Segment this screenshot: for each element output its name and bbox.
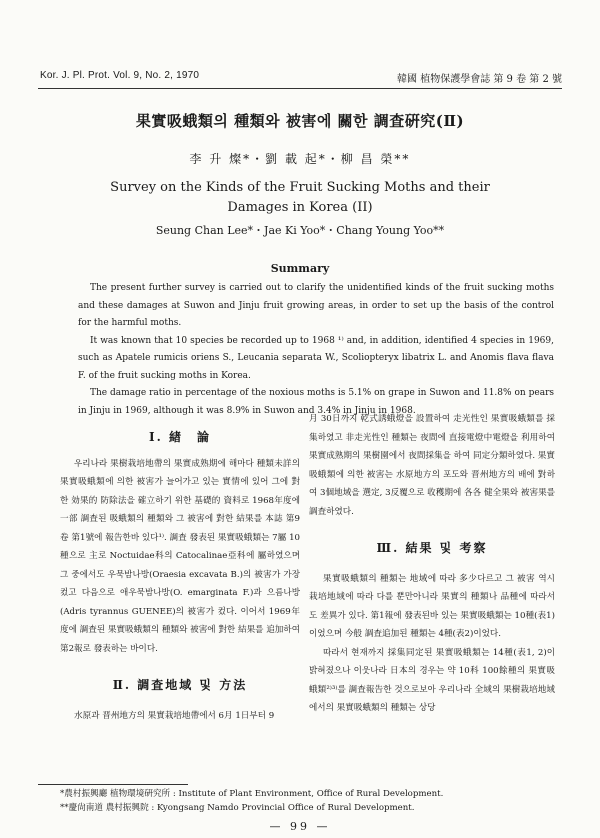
footnote-rule xyxy=(38,784,188,785)
body-paragraph: 月 30日까지 乾式誘蛾燈을 設置하여 走光性인 果實吸蛾類를 採集하였고 非走光性인 種類는 夜間에 直接電燈中電燈을 利用하여 果實成熟期의 果樹園에서 夜間採集을 하여 同定分類하였다. 果實吸蛾類에 의한 被害는 水原地方의 포도와 晋州地方의 배에 對하여 3個地域을 選定, 3反覆으로 收穫期에 各各 健全果와 被害果를 調査하였다. xyxy=(309,414,555,517)
section-heading-results: Ⅲ. 結果 및 考察 xyxy=(376,541,488,555)
journal-citation-en: Kor. J. Pl. Prot. Vol. 9, No. 2, 1970 xyxy=(40,70,200,81)
summary-heading: Summary xyxy=(270,262,330,275)
page-number: — 99 — xyxy=(269,820,331,833)
title-en-line1: Survey on the Kinds of the Fruit Sucking Moths and their xyxy=(110,180,490,195)
summary-paragraph: The present further survey is carried out to clarify the unidentified kinds of the fruit sucking moths and these damages at Suwon and Jinju fruit growing areas, in order to set up the basis of the control for the harmful moths. xyxy=(78,283,554,328)
title-en-line2: Damages in Korea (II) xyxy=(227,200,373,215)
header-rule xyxy=(38,88,562,89)
section-heading-methods: Ⅱ. 調査地域 및 方法 xyxy=(112,678,248,692)
summary-paragraph: It was known that 10 species be recorded up to 1968 ¹⁾ and, in addition, identified 4 species in 1969, such as Apatele rumicis oriens S., Leucania separata W., Scoliopteryx libatrix L. and Anomis flava flava F. of the fruit sucking moths in Korea. xyxy=(78,335,554,381)
paper-title-english xyxy=(0,178,600,218)
body-paragraph: 따라서 현재까지 採集同定된 果實吸蛾類는 14種(表1, 2)이 밝혀졌으나 이웃나라 日本의 경우는 약 10科 100餘種의 果實吸蛾類²⁾³⁾를 調査報告한 것으로보아 우리나라 全域의 果樹栽培地域에서의 果實吸蛾類의 種類는 상당 xyxy=(309,647,555,713)
footnote: **慶尙南道 農村振興院 : Kyongsang Namdo Provincial Office of Rural Development. xyxy=(60,803,415,813)
journal-citation-ko: 韓國 植物保護學會誌 第 9 卷 第 2 號 xyxy=(397,74,562,85)
right-column xyxy=(309,410,555,718)
paper-title-korean: 果實吸蛾類의 種類와 被害에 關한 調査硏究(Ⅱ) xyxy=(135,112,465,130)
summary-paragraph: The damage ratio in percentage of the noxious moths is 5.1% on grape in Suwon and 11.8% on pears in Jinju in 1969, although it was 8.9% in Suwon and 3.4% in Jinju in 1968. xyxy=(78,388,554,416)
left-column xyxy=(60,418,300,725)
footnotes xyxy=(60,787,560,815)
summary-block xyxy=(78,280,554,420)
body-paragraph: 우리나라 果樹栽培地帶의 果實成熟期에 해마다 種類未詳의 果實吸蛾類에 의한 被害가 늘어가고 있는 實情에 있어 그에 對한 効果的 防除法을 確立하기 위한 基礎的 資料로 1968年度에 一部 調査된 吸蛾類의 種類와 그 被害에 對한 結果를 本誌 第9卷 第1號에 報告한바 있다¹⁾. 調査 發表된 果實吸蛾類는 7屬 10種으로 主로 Noctuidae科의 Catocalinae亞科에 屬하였으며 그 중에서도 우묵밤나방(Oraesia excavata B.)의 被害가 가장 컸고 다음으로 애우묵밤나방(O. emarginata F.)과 으름나방(Adris tyrannus GUENEE)의 被害가 컸다. 이어서 1969年度에 調査된 果實吸蛾類의 種類와 被害에 對한 結果를 追加하여 第2報로 發表하는 바이다. xyxy=(60,458,300,654)
section-heading-introduction: Ⅰ. 緖 論 xyxy=(149,430,211,444)
authors-english: Seung Chan Lee*・Jae Ki Yoo*・Chang Young Yoo** xyxy=(155,224,445,237)
body-paragraph: 水原과 晋州地方의 果實栽培地帶에서 6月 1日부터 9 xyxy=(74,710,275,721)
authors-korean: 李 升 燦*・劉 載 起*・柳 昌 榮** xyxy=(189,152,411,166)
footnote: *農村振興廳 植物環境硏究所 : Institute of Plant Environment, Office of Rural Development. xyxy=(60,789,444,799)
body-paragraph: 果實吸蛾類의 種類는 地域에 따라 多少다르고 그 被害 역시 栽培地域에 따라 다를 뿐만아니라 果實의 種類나 品種에 따라서도 差異가 있다. 第1報에 發表된바 있는 果實吸蛾類는 10種(表1)이었으며 今般 調査追加된 種類는 4種(表2)이었다. xyxy=(309,573,555,639)
